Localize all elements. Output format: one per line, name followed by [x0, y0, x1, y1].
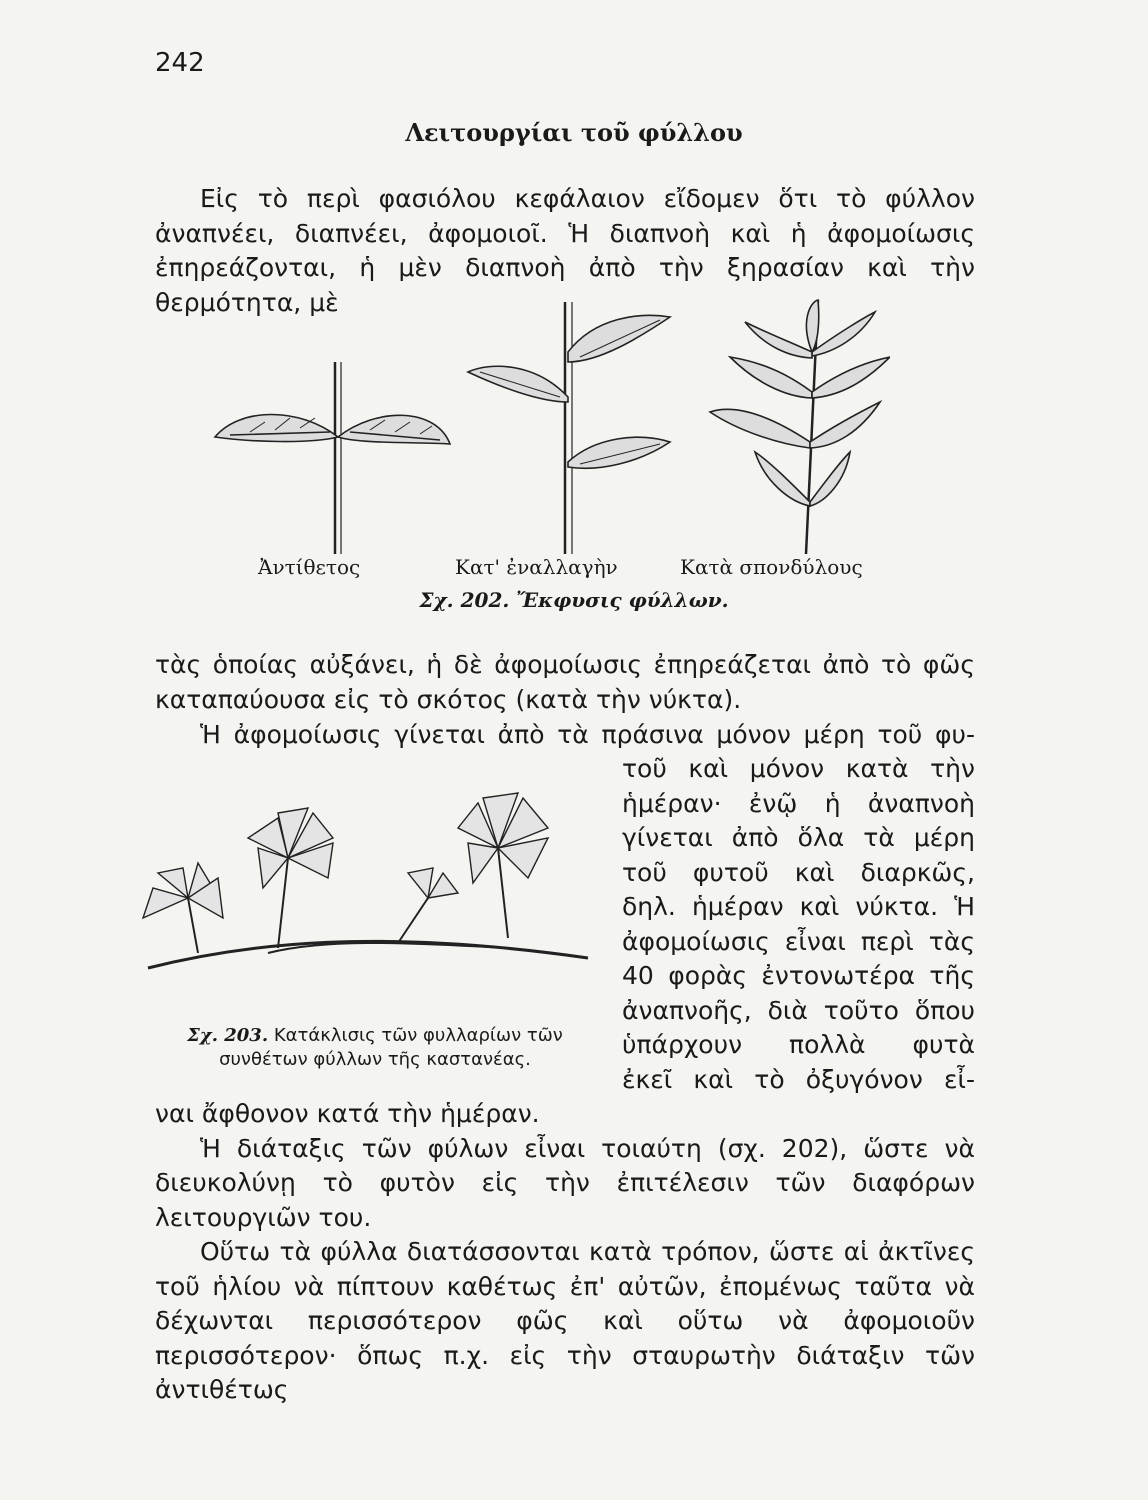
chestnut-leaves-figure [128, 778, 598, 1018]
section-title: Λειτουργίαι τοῦ φύλλου [405, 118, 743, 147]
column-line: τοῦ φυτοῦ καὶ διαρκῶς, [622, 857, 975, 887]
paragraph-assimilation-first-line [155, 718, 975, 753]
opposite-leaves-drawing [215, 362, 450, 554]
column-line: γίνεται ἀπὸ ὅλα τὰ μέρη [622, 823, 975, 852]
column-line: δηλ. ἡμέραν καὶ νύκτα. Ἡ [622, 892, 975, 921]
figure-203-caption [155, 1024, 595, 1072]
label-alternate: Κατ' ἐναλλαγὴν [455, 555, 618, 579]
paragraph-text: Εἰς τὸ περὶ φασιόλου κεφάλαιον εἴδομεν ὅτι τὸ φύλλον ἀναπνέει, διαπνέει, ἀφομοιοῖ. Ἡ διαπνοὴ καὶ ἡ ἀφομοίωσις ἐπηρεάζονται, ἡ μὲν διαπνοὴ ἀπὸ τὴν ξηρασίαν καὶ τὴν θερμότητα, μὲ [155, 184, 975, 317]
label-whorled: Κατὰ σπονδύλους [680, 555, 863, 579]
column-line: τοῦ καὶ μόνον κατὰ τὴν [622, 754, 975, 783]
column-line: ἐκεῖ καὶ τὸ ὀξυγόνον εἶ- [622, 1064, 975, 1094]
paragraph-text: Ἡ ἀφομοίωσις γίνεται ἀπὸ τὰ πράσινα μόνον μέρη τοῦ φυ- [200, 720, 975, 749]
paragraph-text: Ἡ διάταξις τῶν φύλων εἶναι τοιαύτη (σχ. 202), ὥστε νὰ διευκολύνῃ τὸ φυτὸν εἰς τὴν ἐπιτέλεσιν τῶν διαφόρων λειτουργιῶν του. [155, 1133, 975, 1232]
paragraph-text: τὰς ὁποίας αὐξάνει, ἡ δὲ ἀφομοίωσις ἐπηρεάζεται ἀπὸ τὸ φῶς καταπαύουσα εἰς τὸ σκότος (κατὰ τὴν νύκτα). [155, 650, 975, 714]
alternate-leaves-drawing [468, 302, 670, 554]
column-line: ὑπάρχουν πολλὰ φυτὰ [622, 1030, 975, 1059]
whorled-leaves-drawing [710, 300, 890, 554]
figure-203-number: Σχ. 203. [187, 1025, 269, 1046]
wrapped-text-column [622, 752, 975, 1097]
column-line: 40 φορὰς ἐντονωτέρα τῆς [622, 961, 975, 990]
paragraph-arrangement [155, 1097, 975, 1408]
page-number: 242 [155, 48, 205, 78]
label-opposite: Ἀντίθετος [258, 555, 361, 579]
column-line: ἡμέραν· ἐνῷ ἡ ἀναπνοὴ [622, 788, 975, 818]
figure-202-caption: Σχ. 202. Ἔκφυσις φύλλων. [419, 588, 729, 612]
column-line: ἀναπνοῆς, διὰ τοῦτο ὅπου [622, 995, 975, 1025]
paragraph-text: ναι ἄφθονον κατά τὴν ἡμέραν. [155, 1099, 540, 1128]
figure-203-text: Κατάκλισις τῶν φυλλαρίων τῶν συνθέτων φύλλων τῆς καστανέας. [219, 1025, 563, 1070]
paragraph-text: Οὕτω τὰ φύλλα διατάσσονται κατὰ τρόπον, ὥστε αἱ ἀκτῖνες τοῦ ἡλίου νὰ πίπτουν καθέτως ἐπ' αὐτῶν, ἐπομένως ταῦτα νὰ δέχωνται περισσότερον φῶς καὶ οὕτω νὰ ἀφομοιοῦν περισσότερον· ὅπως π.χ. εἰς τὴν σταυρωτὴν διάταξιν τῶν ἀντιθέτως [155, 1237, 975, 1404]
leaf-arrangement-figure [200, 292, 890, 554]
column-line: ἀφομοίωσις εἶναι περὶ τὰς [622, 926, 975, 956]
paragraph-light [155, 648, 975, 717]
